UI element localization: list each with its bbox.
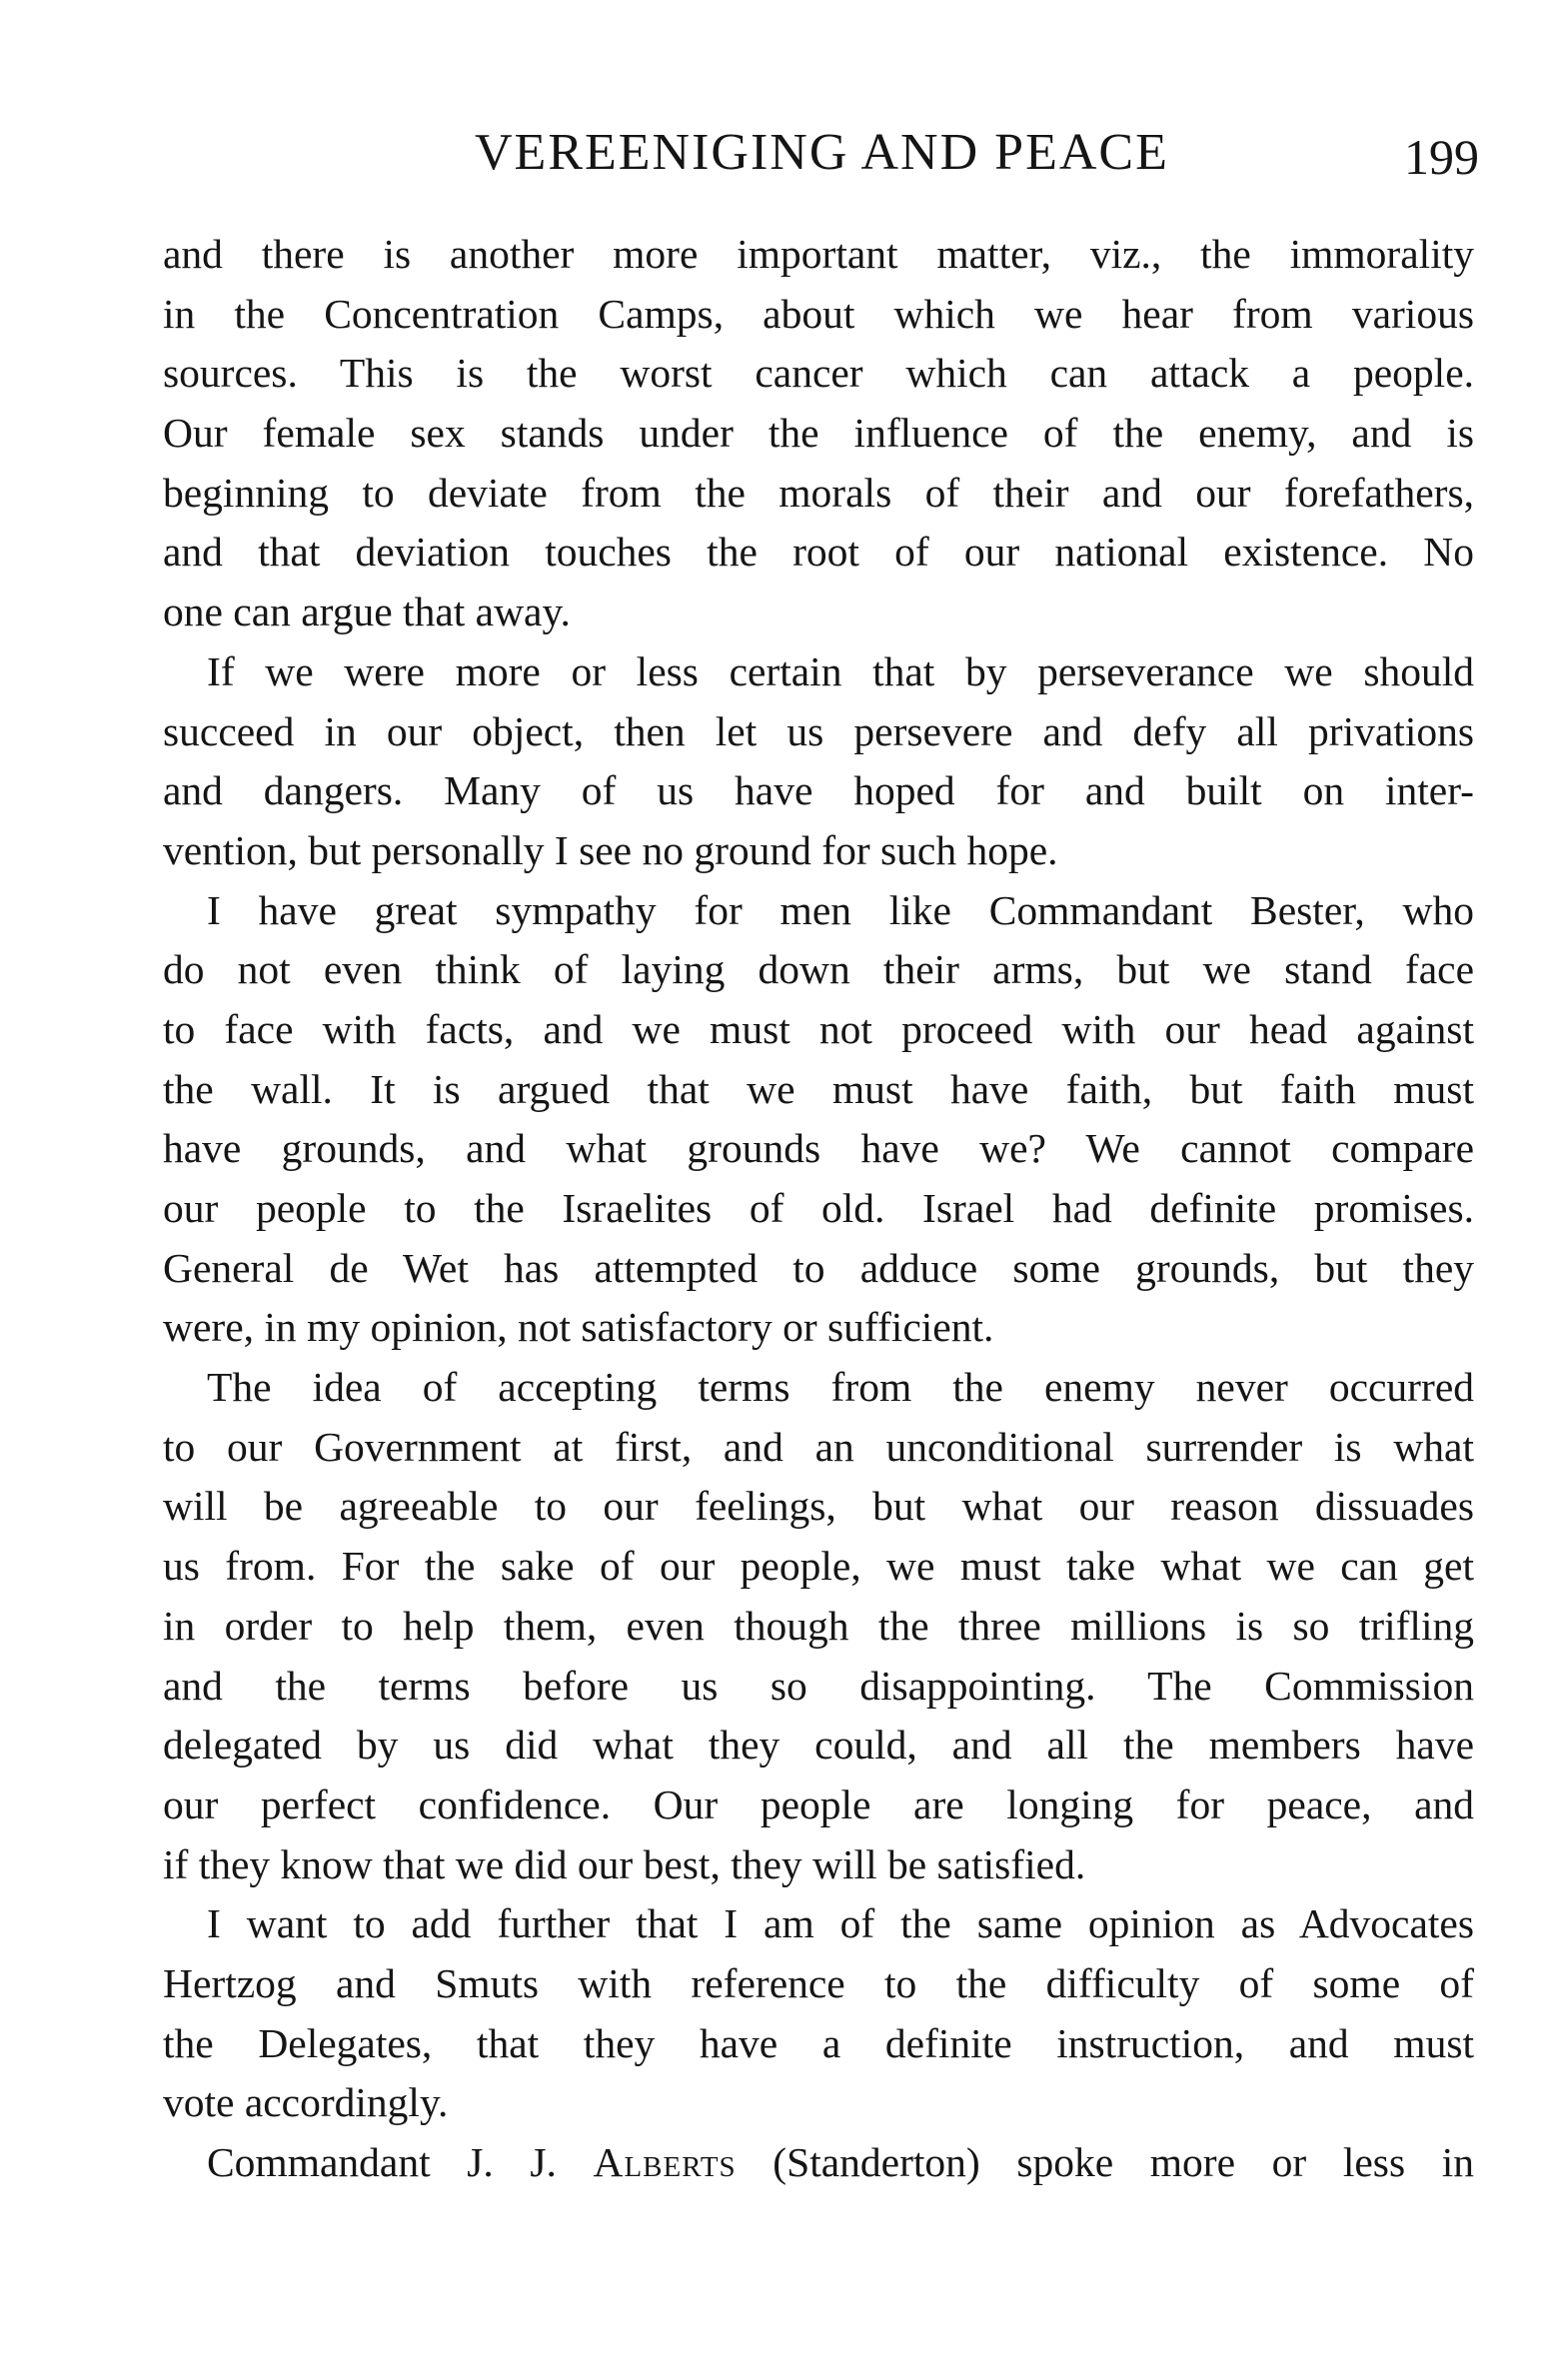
text-line: I want to add further that I am of the same opinion as Advocates <box>207 1900 1474 1947</box>
text-line: If we were more or less certain that by perseverance we should <box>207 647 1474 694</box>
body-text <box>163 225 1474 2193</box>
text-line: to face with facts, and we must not proceed with our head against <box>163 1005 1474 1052</box>
speaker-name: Alberts <box>593 2139 737 2185</box>
text-line: and the terms before us so disappointing. The Commission <box>163 1662 1474 1709</box>
text-line <box>163 2133 1474 2193</box>
final-line-prefix: Commandant J. J. <box>207 2139 594 2185</box>
text-line: beginning to deviate from the morals of their and our forefathers, <box>163 469 1474 516</box>
text-line: succeed in our object, then let us persevere and defy all privations <box>163 707 1474 754</box>
paragraph <box>163 1894 1474 2133</box>
paragraph <box>163 881 1474 1359</box>
text-line: and dangers. Many of us have hoped for and built on inter- <box>163 767 1474 814</box>
text-line: our people to the Israelites of old. Israel had definite promises. <box>163 1185 1474 1231</box>
paragraph <box>163 1358 1474 1894</box>
text-line: our perfect confidence. Our people are longing for peace, and <box>163 1781 1474 1827</box>
text-line: I have great sympathy for men like Commandant Bester, who <box>207 886 1474 933</box>
text-line: do not even think of laying down their arms, but we stand face <box>163 946 1474 993</box>
text-line: one can argue that away. <box>163 589 571 635</box>
text-line: us from. For the sake of our people, we must take what we can get <box>163 1543 1474 1590</box>
running-title: VEREENIGING AND PEACE <box>475 124 1169 181</box>
text-line: sources. This is the worst cancer which can attack a people. <box>163 350 1474 397</box>
text-line: were, in my opinion, not satisfactory or sufficient. <box>163 1304 994 1351</box>
text-line: will be agreeable to our feelings, but what our reason dissuades <box>163 1483 1474 1530</box>
text-line: Our female sex stands under the influence of the enemy, and is <box>163 410 1474 457</box>
text-line: in the Concentration Camps, about which we hear from various <box>163 290 1474 337</box>
final-line-suffix: (Standerton) spoke more or less in <box>736 2139 1474 2185</box>
text-line: vention, but personally I see no ground for such hope. <box>163 826 1058 873</box>
text-line: to our Government at first, and an unconditional surrender is what <box>163 1423 1474 1470</box>
text-line: the wall. It is argued that we must have faith, but faith must <box>163 1065 1474 1112</box>
text-line: delegated by us did what they could, and all the members have <box>163 1722 1474 1769</box>
text-line: General de Wet has attempted to adduce some grounds, but they <box>163 1244 1474 1291</box>
text-line: the Delegates, that they have a definite instruction, and must <box>163 2019 1474 2066</box>
running-head <box>0 118 1557 188</box>
text-line: and there is another more important matter, viz., the immorality <box>163 231 1474 277</box>
paragraph <box>163 642 1474 881</box>
text-line: Hertzog and Smuts with reference to the difficulty of some of <box>163 1959 1474 2006</box>
text-line: in order to help them, even though the three millions is so trifling <box>163 1602 1474 1649</box>
text-line: vote accordingly. <box>163 2079 449 2126</box>
text-line: if they know that we did our best, they will be satisfied. <box>163 1840 1086 1887</box>
text-line: and that deviation touches the root of our national existence. No <box>163 529 1474 576</box>
text-line: have grounds, and what grounds have we? We cannot compare <box>163 1125 1474 1172</box>
paragraph <box>163 225 1474 642</box>
text-line: The idea of accepting terms from the enemy never occurred <box>207 1364 1474 1411</box>
paragraph <box>163 2133 1474 2193</box>
page-number: 199 <box>1404 129 1479 185</box>
